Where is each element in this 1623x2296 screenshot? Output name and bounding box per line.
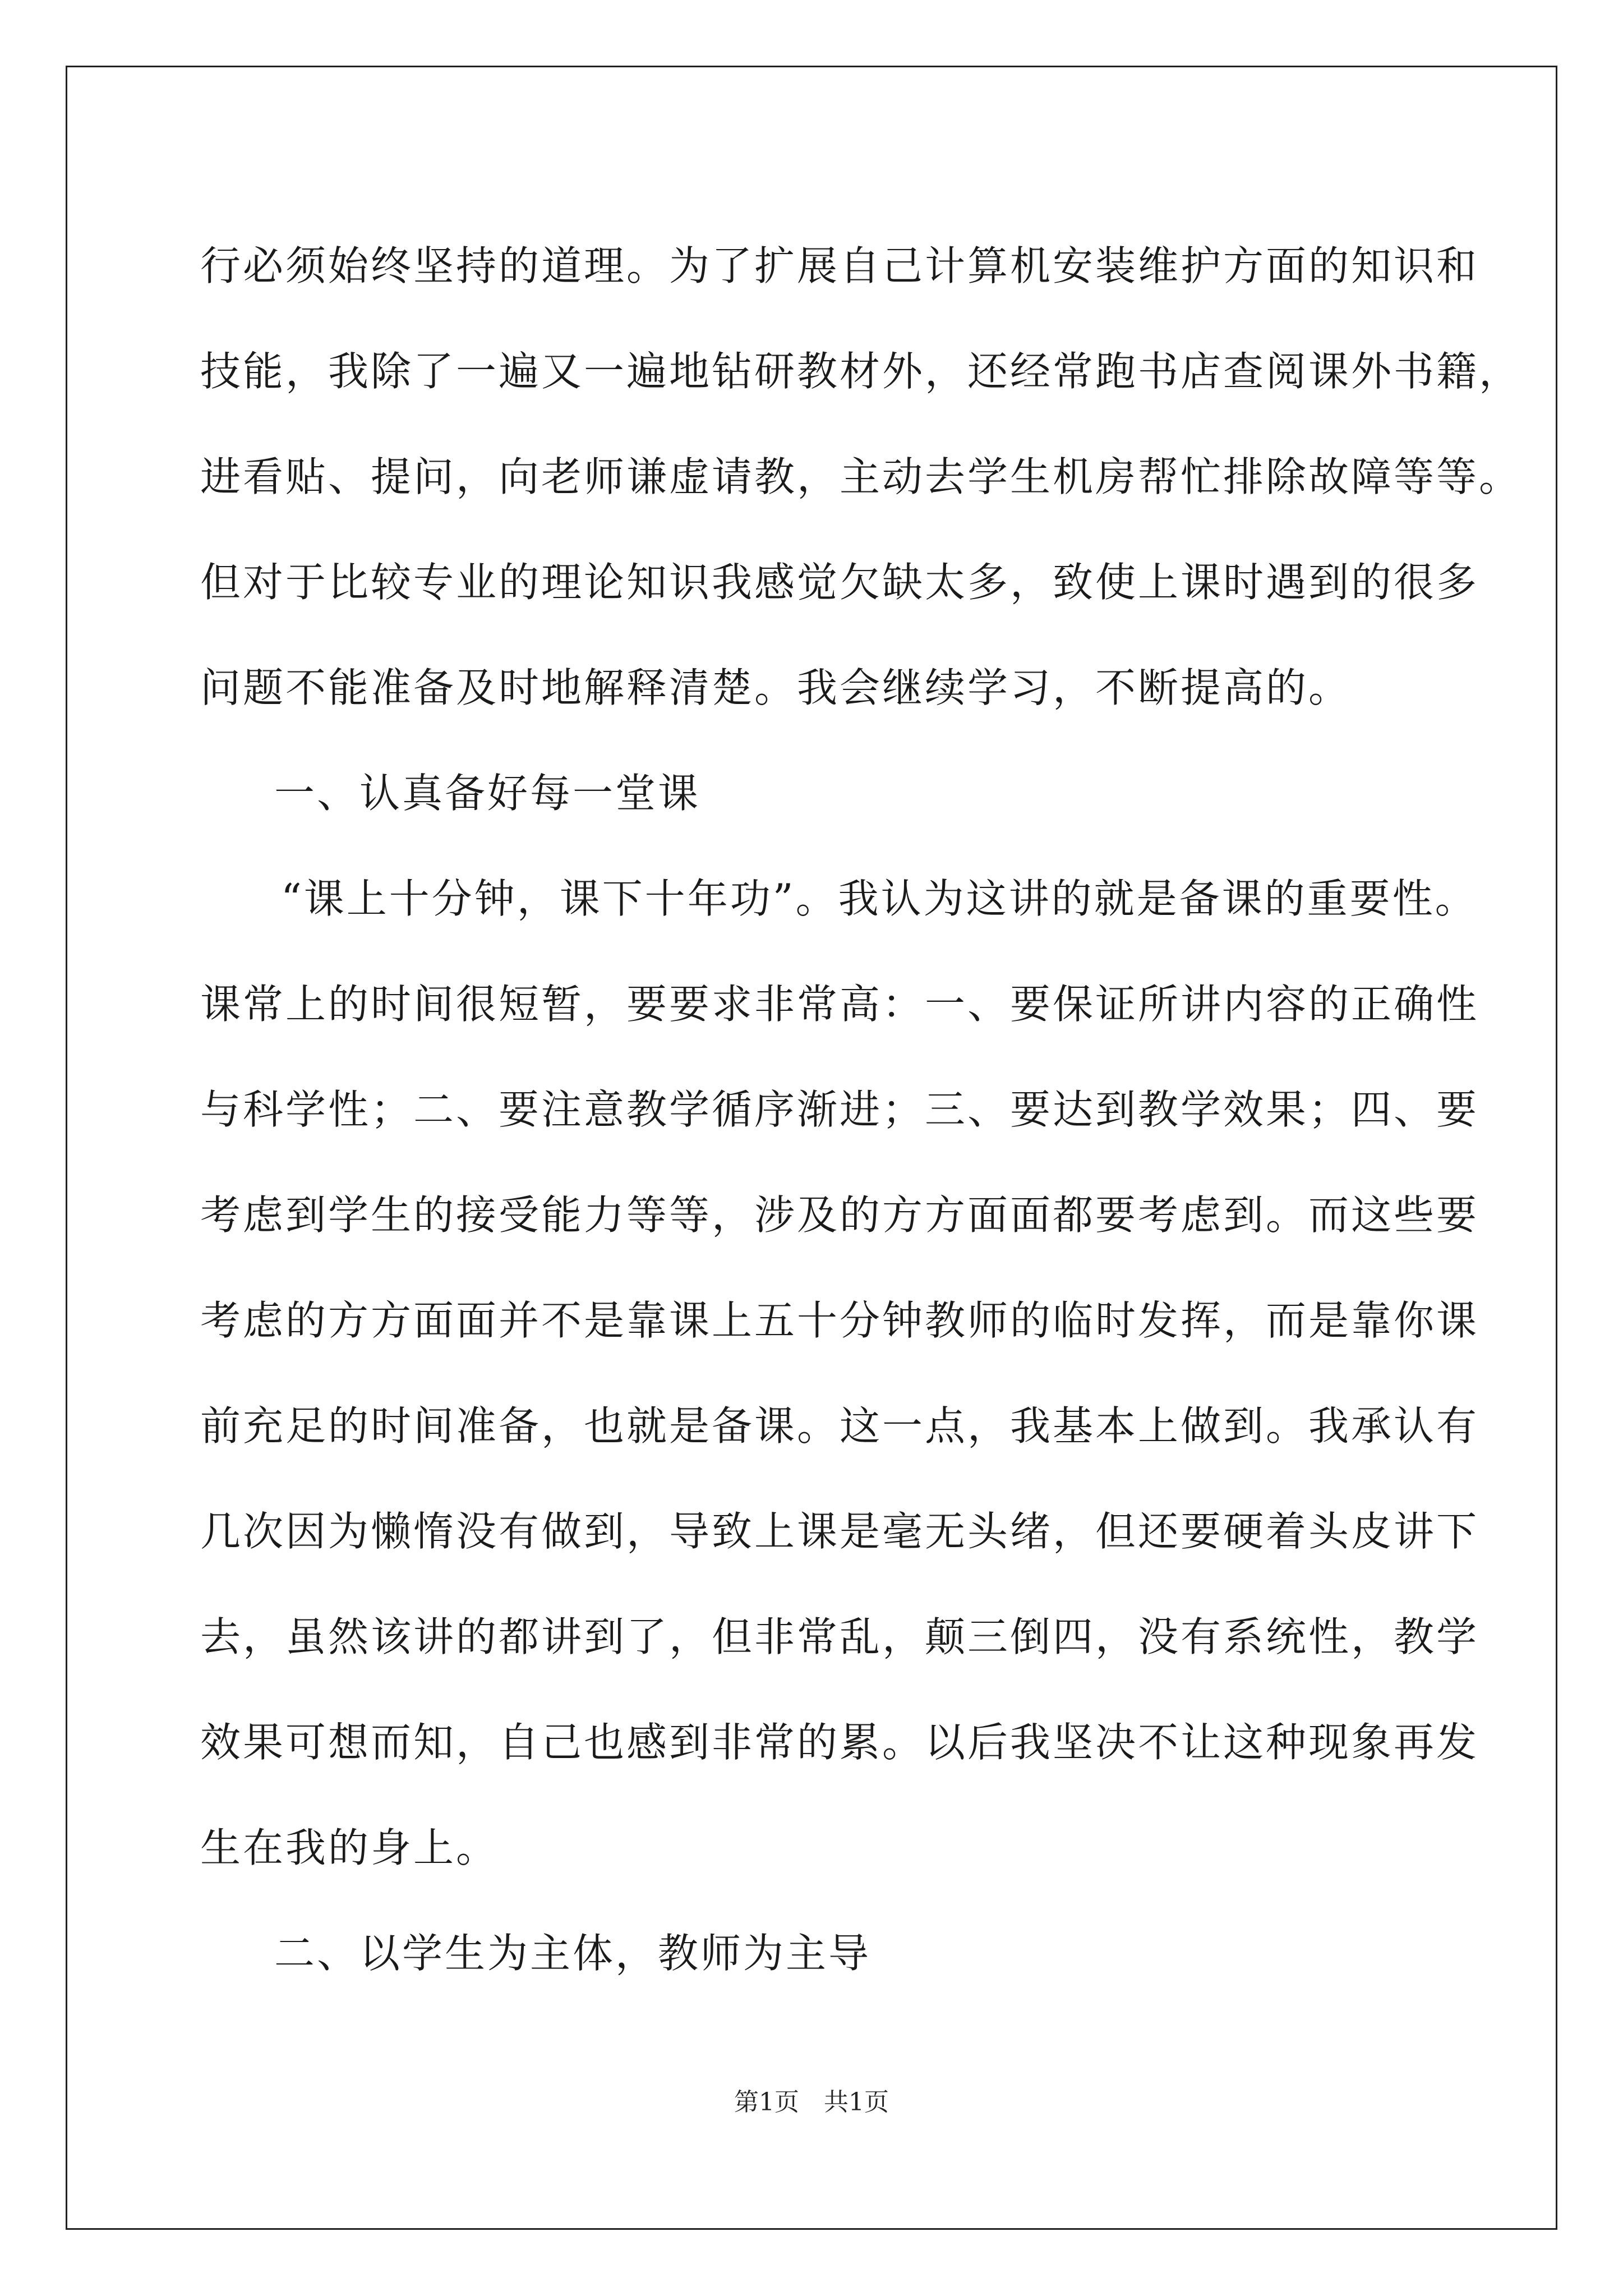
paragraph-line: 前充足的时间准备，也就是备课。这一点，我基本上做到。我承认有	[200, 1402, 1479, 1450]
paragraph-line: 考虑的方方面面并不是靠课上五十分钟教师的临时发挥，而是靠你课	[200, 1297, 1479, 1344]
paragraph-line: 进看贴、提问，向老师谦虚请教，主动去学生机房帮忙排除故障等等。	[200, 453, 1522, 500]
paragraph-line: 行必须始终坚持的道理。为了扩展自己计算机安装维护方面的知识和	[200, 242, 1479, 289]
paragraph-line: 问题不能准备及时地解释清楚。我会继续学习，不断提高的。	[200, 664, 1352, 711]
document-body	[200, 213, 1522, 2006]
paragraph-line: 效果可想而知，自己也感到非常的累。以后我坚决不让这种现象再发	[200, 1719, 1479, 1766]
paragraph-line: 与科学性；二、要注意教学循序渐进；三、要达到教学效果；四、要	[200, 1086, 1479, 1133]
section-heading: 一、认真备好每一堂课	[274, 770, 701, 817]
section-heading: 二、以学生为主体，教师为主导	[274, 1930, 872, 1977]
page-number-footer: 第1页 共1页	[734, 2088, 889, 2116]
paragraph-line: 几次因为懒惰没有做到，导致上课是毫无头绪，但还要硬着头皮讲下	[200, 1508, 1479, 1555]
paragraph-line: 但对于比较专业的理论知识我感觉欠缺太多，致使上课时遇到的很多	[200, 559, 1479, 606]
paragraph-line: 生在我的身上。	[200, 1824, 499, 1871]
paragraph-line: 去，虽然该讲的都讲到了，但非常乱，颠三倒四，没有系统性，教学	[200, 1613, 1479, 1660]
paragraph-line: 技能，我除了一遍又一遍地钻研教材外，还经常跑书店查阅课外书籍，	[200, 348, 1522, 395]
paragraph-line: 考虑到学生的接受能力等等，涉及的方方面面都要考虑到。而这些要	[200, 1191, 1479, 1239]
paragraph-line: 课常上的时间很短暂，要要求非常高：一、要保证所讲内容的正确性	[200, 981, 1479, 1028]
paragraph-first-line: “课上十分钟，课下十年功”。我认为这讲的就是备课的重要性。	[281, 875, 1478, 922]
